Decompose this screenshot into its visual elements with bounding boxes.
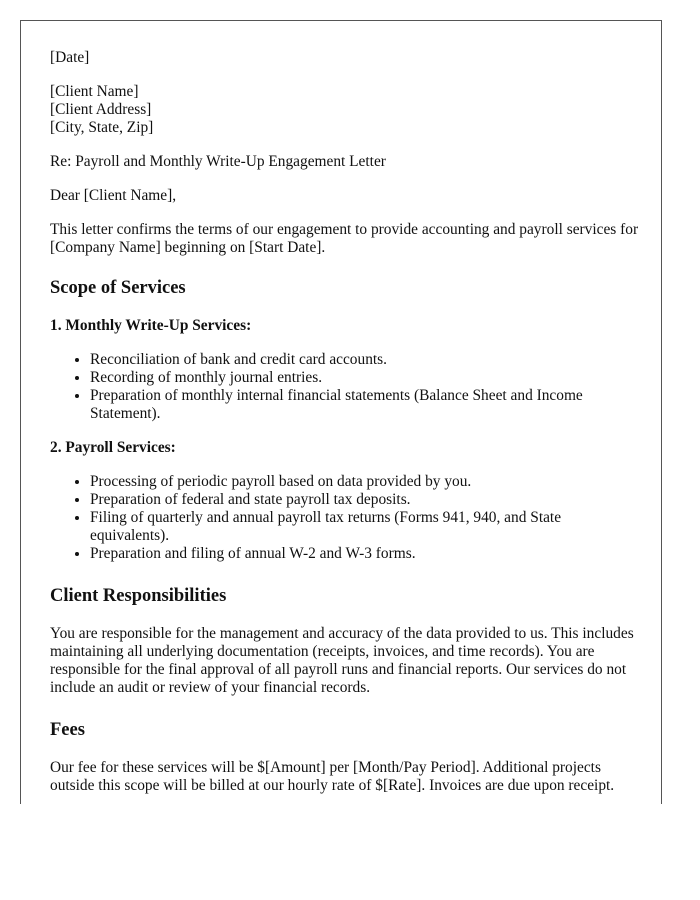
scope-heading: Scope of Services — [50, 278, 186, 298]
subject-line: Re: Payroll and Monthly Write-Up Engagement Letter — [50, 153, 386, 170]
list-item: • Reconciliation of bank and credit card accounts. — [90, 351, 640, 369]
salutation: Dear [Client Name], — [50, 187, 177, 204]
list-item: • Recording of monthly journal entries. — [90, 369, 640, 387]
letter-date: [Date] — [50, 49, 90, 66]
fees-heading: Fees — [50, 720, 85, 740]
responsibilities-heading: Client Responsibilities — [50, 586, 227, 606]
list-item: • Filing of quarterly and annual payroll tax returns (Forms 941, 940, and State equivalents). — [90, 509, 640, 545]
list-item: • Preparation of monthly internal financial statements (Balance Sheet and Income Statement). — [90, 387, 640, 423]
list-item: • Processing of periodic payroll based on data provided by you. — [90, 473, 640, 491]
list-item: • Preparation of federal and state payroll tax deposits. — [90, 491, 640, 509]
writeup-list — [50, 351, 640, 423]
writeup-heading: 1. Monthly Write-Up Services: — [50, 317, 252, 334]
client-name: [Client Name] — [50, 83, 139, 100]
letter-content — [50, 49, 640, 795]
recipient-address-block — [50, 83, 640, 137]
list-item: • Preparation and filing of annual W-2 and W-3 forms. — [90, 545, 640, 563]
payroll-heading: 2. Payroll Services: — [50, 439, 176, 456]
payroll-list — [50, 473, 640, 563]
responsibilities-paragraph: You are responsible for the management and accuracy of the data provided to us. This includes maintaining all underlying documentation (receipts, invoices, and time records). You are responsible for the final approval of all payroll runs and financial reports. Our services do not include an audit or review of your financial records. — [50, 625, 634, 696]
client-city-state-zip: [City, State, Zip] — [50, 119, 154, 136]
fees-paragraph: Our fee for these services will be $[Amount] per [Month/Pay Period]. Additional projects outside this scope will be billed at our hourly rate of $[Rate]. Invoices are due upon receipt. — [50, 759, 615, 794]
client-address: [Client Address] — [50, 101, 152, 118]
intro-paragraph: This letter confirms the terms of our engagement to provide accounting and payroll services for [Company Name] beginning on [Start Date]. — [50, 221, 639, 256]
letter-page — [20, 20, 662, 804]
